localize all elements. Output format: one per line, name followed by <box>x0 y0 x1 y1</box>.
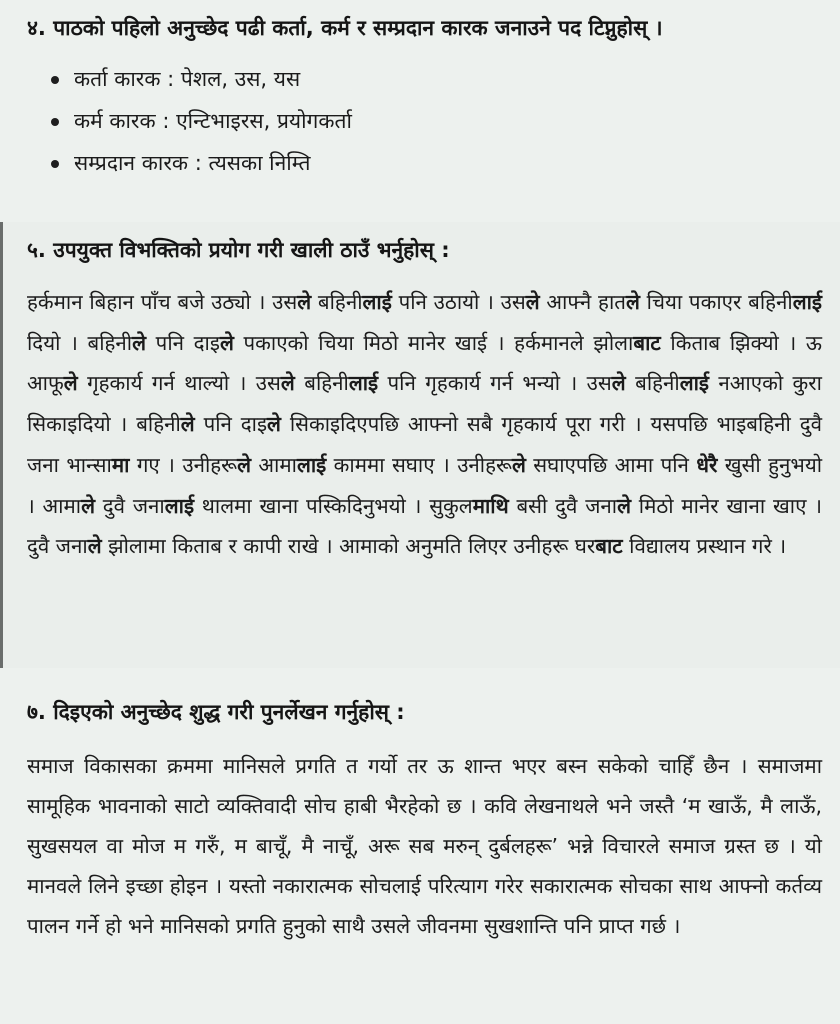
text-run: किताब झिक्यो । ऊ आफू <box>27 330 822 396</box>
text-run: थालमा खाना पस्किदिनुभयो । सुकुल <box>194 493 473 518</box>
list-item-karta: कर्ता कारक : पेशल, उस, यस <box>48 64 352 106</box>
case-list <box>48 64 352 190</box>
filled-case-marker: माथि <box>472 493 509 518</box>
filled-case-marker: लाई <box>792 290 822 314</box>
filled-case-marker: ले <box>87 534 102 559</box>
text-run: पकाएको चिया मिठो मानेर खाई । हर्कमानले झोला <box>233 330 634 355</box>
filled-case-marker: ले <box>132 330 146 355</box>
text-run: विद्यालय प्रस्थान गरे । <box>622 534 787 559</box>
section-5 <box>0 222 840 668</box>
text-run: बहिनी <box>294 371 349 396</box>
text-run: गृहकार्य गर्न थाल्यो । उस <box>77 371 281 396</box>
filled-case-marker: ले <box>237 452 251 477</box>
text-run: नआएको कुरा सिकाइदियो । बहिनी <box>27 371 822 437</box>
text-run: पनि दाइ <box>146 330 220 355</box>
text-run: पनि गृहकार्य गर्न भन्यो । उस <box>378 371 612 396</box>
section-7-heading: ७. दिइएको अनुच्छेद शुद्ध गरी पुनर्लेखन गर्नुहोस् : <box>27 700 405 724</box>
text-run: पनि उठायो । उस <box>391 290 526 314</box>
text-run: आफ्नै हात <box>539 290 626 314</box>
filled-case-marker: बाट <box>633 330 661 355</box>
text-run: काममा सघाए । उनीहरू <box>326 452 512 477</box>
section-5-paragraph <box>27 282 822 567</box>
text-run: आमा <box>250 452 297 477</box>
text-run: झोलामा किताब र कापी राखे । आमाको अनुमति लिएर उनीहरू घर <box>101 534 596 559</box>
filled-case-marker: ले <box>267 412 281 437</box>
section-7 <box>0 668 840 1024</box>
section-4-heading: ४. पाठको पहिलो अनुच्छेद पढी कर्ता, कर्म र सम्प्रदान कारक जनाउने पद टिप्नुहोस् । <box>27 16 663 40</box>
section-5-heading: ५. उपयुक्त विभक्तिको प्रयोग गरी खाली ठाउँ भर्नुहोस् : <box>27 238 450 262</box>
text-run: दुवै जना <box>94 493 165 518</box>
filled-case-marker: ले <box>625 290 640 314</box>
filled-case-marker: ले <box>219 330 234 355</box>
section-4 <box>0 0 840 222</box>
filled-case-marker: ले <box>280 371 295 396</box>
filled-case-marker: ले <box>511 452 526 477</box>
text-run: सघाएपछि आमा पनि <box>525 452 697 477</box>
filled-case-marker: मा <box>111 452 130 477</box>
filled-case-marker: लाई <box>348 371 379 396</box>
filled-case-marker: धेरै <box>696 452 718 477</box>
filled-case-marker: ले <box>617 493 631 518</box>
text-run: पनि दाइ <box>194 412 268 437</box>
filled-case-marker: लाई <box>679 371 709 396</box>
filled-case-marker: ले <box>611 371 626 396</box>
filled-case-marker: लाई <box>296 452 327 477</box>
text-run: दियो । बहिनी <box>27 330 133 355</box>
filled-case-marker: बाट <box>595 534 623 559</box>
text-run: गए । उनीहरू <box>129 452 238 477</box>
section-7-paragraph: समाज विकासका क्रममा मानिसले प्रगति त गर्यो तर ऊ शान्त भएर बस्न सकेको चाहिँ छैन । समाजमा सामूहिक भावनाको साटो व्यक्तिवादी सोच हाबी भैरहेको छ । कवि लेखनाथले भने जस्तै ‘म खाऊँ, मै लाऊँ, सुखसयल वा मोज म गरुँ, म बाचूँ, मै नाचूँ, अरू सब मरुन् दुर्बलहरू’ भन्ने विचारले समाज ग्रस्त छ । यो मानवले लिने इच्छा होइन । यस्तो नकारात्मक सोचलाई परित्याग गरेर सकारात्मक सोचका साथ आफ्नो कर्तव्य पालन गर्ने हो भने मानिसको प्रगति हुनुको साथै उसले जीवनमा सुखशान्ति पनि प्राप्त गर्छ । <box>27 754 822 938</box>
text-run: सिकाइदिएपछि आफ्नो सबै गृहकार्य पूरा गरी । यसपछि भाइबहिनी दुवै जना भान्सा <box>27 412 823 477</box>
filled-case-marker: लाई <box>164 493 195 518</box>
filled-case-marker: लाई <box>362 290 392 314</box>
text-run: बसी दुवै जना <box>508 493 618 518</box>
filled-case-marker: ले <box>81 493 95 518</box>
text-run: मिठो मानेर खाना खाए । दुवै जना <box>27 493 822 559</box>
filled-case-marker: ले <box>63 371 78 396</box>
text-run: हर्कमान बिहान पाँच बजे उठ्यो । उस <box>27 290 298 314</box>
filled-case-marker: ले <box>525 290 540 314</box>
filled-case-marker: ले <box>180 412 195 437</box>
list-item-sampradan: सम्प्रदान कारक : त्यसका निम्ति <box>48 148 352 190</box>
text-run: बहिनी <box>311 290 363 314</box>
text-run: बहिनी <box>625 371 680 396</box>
text-run: खुसी हुनुभयो । आमा <box>27 452 823 518</box>
filled-case-marker: ले <box>297 290 312 314</box>
text-run: चिया पकाएर बहिनी <box>639 290 793 314</box>
list-item-karma: कर्म कारक : एन्टिभाइरस, प्रयोगकर्ता <box>48 106 352 148</box>
